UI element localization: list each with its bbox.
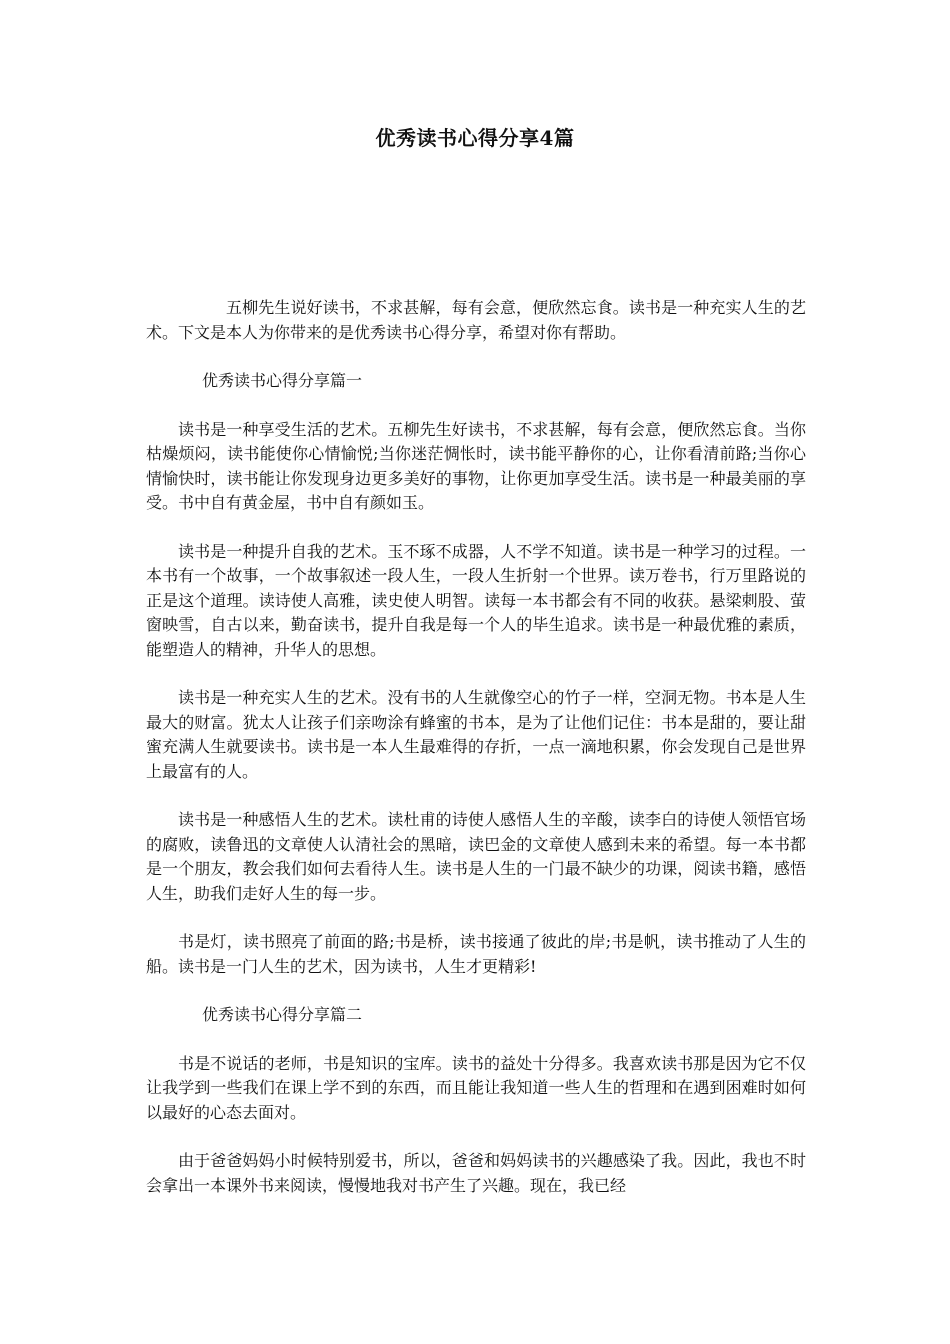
body-paragraph: 读书是一种充实人生的艺术。没有书的人生就像空心的竹子一样，空洞无物。书本是人生最大的财富。犹太人让孩子们亲吻涂有蜂蜜的书本，是为了让他们记住：书本是甜的，要让甜蜜充满人生就要读书。读书是一本人生最难得的存折，一点一滴地积累，你会发现自己是世界上最富有的人。	[146, 688, 806, 781]
section-heading-2: 优秀读书心得分享篇二	[202, 1005, 363, 1024]
body-paragraph: 书是灯，读书照亮了前面的路;书是桥，读书接通了彼此的岸;书是帆，读书推动了人生的船。读书是一门人生的艺术，因为读书，人生才更精彩!	[146, 932, 806, 976]
intro-paragraph: 五柳先生说好读书，不求甚解，每有会意，便欣然忘食。读书是一种充实人生的艺术。下文是本人为你带来的是优秀读书心得分享，希望对你有帮助。	[146, 298, 806, 342]
body-paragraph: 书是不说话的老师，书是知识的宝库。读书的益处十分得多。我喜欢读书那是因为它不仅让我学到一些我们在课上学不到的东西，而且能让我知道一些人生的哲理和在遇到困难时如何以最好的心态去面对。	[146, 1053, 806, 1122]
document-body	[146, 296, 806, 1222]
document-title: 优秀读书心得分享4篇	[375, 126, 575, 150]
body-paragraph: 读书是一种感悟人生的艺术。读杜甫的诗使人感悟人生的辛酸，读李白的诗使人领悟官场的腐败，读鲁迅的文章使人认清社会的黑暗，读巴金的文章使人感到未来的希望。每一本书都是一个朋友，教会我们如何去看待人生。读书是人生的一门最不缺少的功课，阅读书籍，感悟人生，助我们走好人生的每一步。	[146, 810, 806, 903]
body-paragraph: 读书是一种享受生活的艺术。五柳先生好读书，不求甚解，每有会意，便欣然忘食。当你枯燥烦闷，读书能使你心情愉悦;当你迷茫惆怅时，读书能平静你的心，让你看清前路;当你心情愉快时，读书能让你发现身边更多美好的事物，让你更加享受生活。读书是一种最美丽的享受。书中自有黄金屋，书中自有颜如玉。	[146, 419, 806, 512]
body-paragraph: 由于爸爸妈妈小时候特别爱书，所以，爸爸和妈妈读书的兴趣感染了我。因此，我也不时会拿出一本课外书来阅读，慢慢地我对书产生了兴趣。现在，我已经	[146, 1151, 806, 1195]
section-heading-1: 优秀读书心得分享篇一	[202, 371, 363, 390]
body-paragraph: 读书是一种提升自我的艺术。玉不琢不成器，人不学不知道。读书是一种学习的过程。一本书有一个故事，一个故事叙述一段人生，一段人生折射一个世界。读万卷书，行万里路说的正是这个道理。读诗使人高雅，读史使人明智。读每一本书都会有不同的收获。悬梁刺股、萤窗映雪，自古以来，勤奋读书，提升自我是每一个人的毕生追求。读书是一种最优雅的素质，能塑造人的精神，升华人的思想。	[146, 541, 806, 659]
